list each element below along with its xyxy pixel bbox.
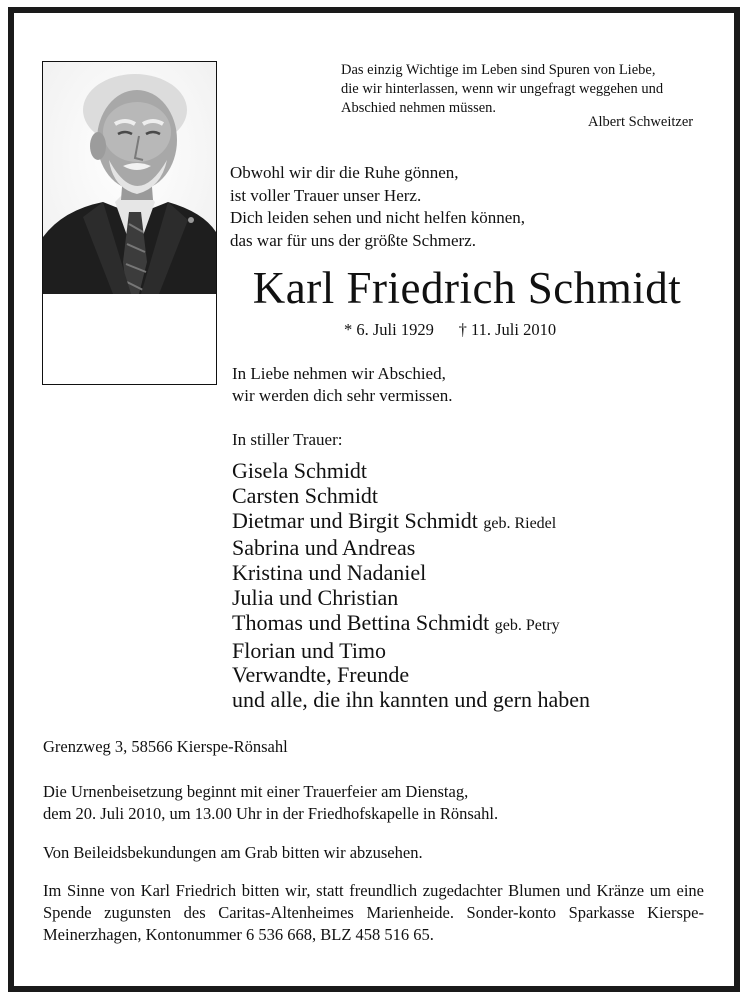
poem-line: das war für uns der größte Schmerz.: [230, 230, 476, 250]
poem: [230, 162, 525, 252]
portrait-image: [43, 62, 216, 384]
quote-line: Das einzig Wichtige im Leben sind Spuren von Liebe,: [341, 62, 656, 78]
mourners-list: [232, 459, 590, 713]
death-date: † 11. Juli 2010: [458, 320, 557, 339]
quote-line: Abschied nehmen müssen.: [341, 100, 497, 116]
funeral-line: Die Urnenbeisetzung beginnt mit einer Trauerfeier am Dienstag,: [43, 782, 469, 801]
poem-line: Dich leiden sehen und nicht helfen können,: [230, 208, 526, 227]
mourner-entry: [232, 663, 590, 688]
condolence-note: Von Beileidsbekundungen am Grab bitten wir abzusehen.: [43, 843, 423, 862]
quote-author: Albert Schweitzer: [588, 114, 694, 130]
funeral-info: [43, 781, 498, 825]
mourner-name: Florian und Timo: [232, 637, 387, 663]
mourner-name: Sabrina und Andreas: [232, 535, 416, 561]
mourner-name: Carsten Schmidt: [232, 482, 379, 508]
quote-line: die wir hinterlassen, wenn wir ungefragt weggehen und: [341, 81, 664, 97]
mourner-name: Verwandte, Freunde: [232, 662, 410, 688]
portrait-photo: [42, 61, 217, 385]
mourner-name: Dietmar und Birgit Schmidt: [232, 507, 478, 533]
mourner-entry: [232, 586, 590, 611]
mourner-entry: [232, 561, 590, 586]
mourner-name: und alle, die ihn kannten und gern haben: [232, 687, 591, 713]
maiden-name: geb. Riedel: [483, 514, 557, 532]
birth-date: * 6. Juli 1929: [344, 320, 434, 339]
mourner-entry: [232, 459, 590, 484]
mourner-name: Kristina und Nadaniel: [232, 560, 427, 586]
donation-request: Im Sinne von Karl Friedrich bitten wir, statt freundlich zugedachter Blumen und Kränze um eine Spende zugunsten des Caritas-Altenheimes Marienheide. Sonder-konto Sparkasse Kierspe-Meinerzhagen, Kontonummer 6 536 668, BLZ 458 516 65.: [43, 881, 704, 944]
mourner-entry: [232, 611, 590, 639]
mourner-entry: [232, 536, 590, 561]
mourner-name: Gisela Schmidt: [232, 458, 368, 483]
maiden-name: geb. Petry: [494, 616, 560, 634]
mourning-label: In stiller Trauer:: [232, 430, 343, 449]
funeral-line: dem 20. Juli 2010, um 13.00 Uhr in der Friedhofskapelle in Rönsahl.: [43, 804, 499, 823]
deceased-name: Karl Friedrich Schmidt: [252, 263, 682, 313]
farewell-line: wir werden dich sehr vermissen.: [232, 385, 453, 405]
poem-line: Obwohl wir dir die Ruhe gönnen,: [230, 163, 459, 182]
mourner-entry: [232, 509, 590, 537]
life-dates: [344, 320, 556, 340]
mourner-entry: [232, 484, 590, 509]
poem-line: ist voller Trauer unser Herz.: [230, 185, 422, 205]
mourner-name: Julia und Christian: [232, 584, 399, 610]
family-address: Grenzweg 3, 58566 Kierspe-Rönsahl: [43, 737, 288, 756]
mourner-entry: [232, 688, 590, 713]
farewell-line: In Liebe nehmen wir Abschied,: [232, 364, 446, 383]
farewell-text: [232, 363, 452, 406]
mourner-name: Thomas und Bettina Schmidt: [232, 609, 490, 635]
mourner-entry: [232, 639, 590, 664]
epigraph-quote: [341, 61, 711, 118]
